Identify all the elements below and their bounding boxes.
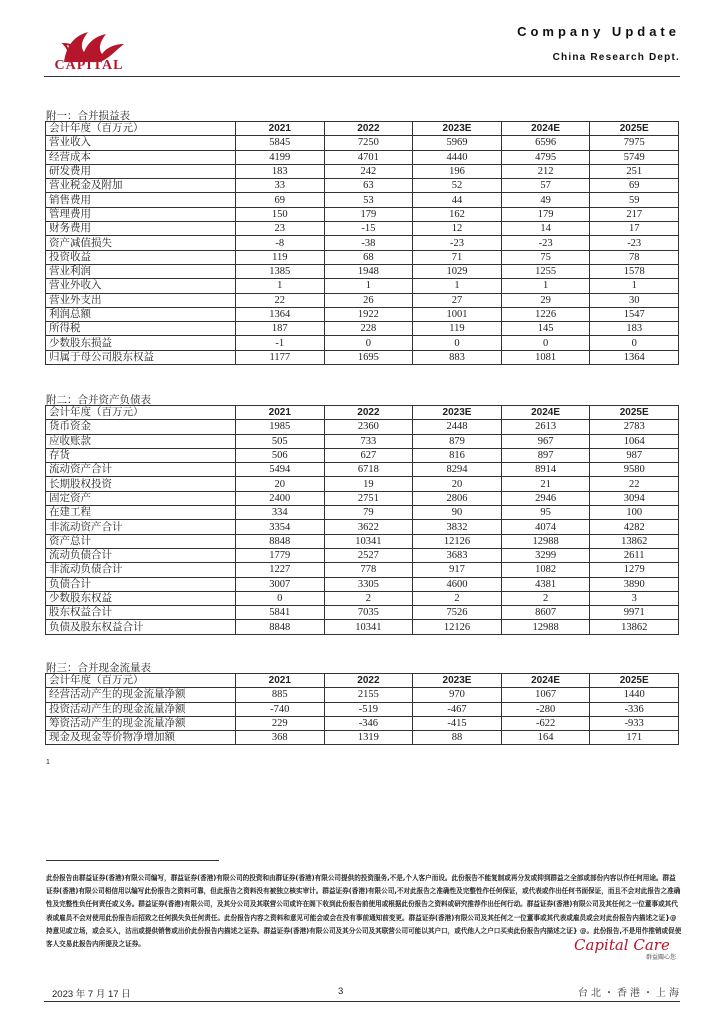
value-cell: -415: [413, 716, 502, 730]
table-row: [46, 136, 679, 150]
year-header-cell: 2025E: [590, 674, 679, 688]
value-cell: 1948: [324, 264, 413, 278]
value-cell: -519: [324, 702, 413, 716]
table-header-row: [46, 122, 679, 136]
year-header-cell: 2021: [236, 406, 325, 420]
footer-date: 2023 年 7 月 17 日: [52, 989, 131, 1000]
value-cell: 12126: [413, 620, 502, 634]
row-label-cell: 营业外收入: [46, 279, 236, 293]
value-cell: 4199: [236, 150, 325, 164]
value-cell: 1: [324, 279, 413, 293]
balance-sheet-table: [45, 405, 679, 635]
value-cell: 4074: [501, 520, 590, 534]
table-row: [46, 688, 679, 702]
value-cell: 7975: [590, 136, 679, 150]
value-cell: 1364: [590, 350, 679, 364]
value-cell: 187: [236, 322, 325, 336]
value-cell: 0: [501, 336, 590, 350]
value-cell: 5969: [413, 136, 502, 150]
value-cell: 57: [501, 179, 590, 193]
value-cell: 1364: [236, 307, 325, 321]
value-cell: 119: [413, 322, 502, 336]
value-cell: 0: [413, 336, 502, 350]
value-cell: 2400: [236, 491, 325, 505]
value-cell: 4600: [413, 577, 502, 591]
row-label-cell: 经营成本: [46, 150, 236, 164]
value-cell: 1547: [590, 307, 679, 321]
value-cell: 733: [324, 434, 413, 448]
income-statement-title: 附一：合并损益表: [46, 110, 130, 122]
value-cell: 228: [324, 322, 413, 336]
value-cell: 3: [590, 591, 679, 605]
row-label-cell: 营业税金及附加: [46, 179, 236, 193]
value-cell: 22: [590, 477, 679, 491]
value-cell: 8294: [413, 463, 502, 477]
value-cell: 5494: [236, 463, 325, 477]
year-header-cell: 2021: [236, 674, 325, 688]
value-cell: 816: [413, 448, 502, 462]
table-row: [46, 420, 679, 434]
value-cell: 778: [324, 563, 413, 577]
row-label-cell: 营业外支出: [46, 293, 236, 307]
value-cell: 1922: [324, 307, 413, 321]
value-cell: 2613: [501, 420, 590, 434]
value-cell: 4381: [501, 577, 590, 591]
value-cell: 59: [590, 193, 679, 207]
value-cell: 164: [501, 731, 590, 745]
value-cell: 229: [236, 716, 325, 730]
value-cell: 0: [324, 336, 413, 350]
row-label-cell: 销售费用: [46, 193, 236, 207]
value-cell: -8: [236, 236, 325, 250]
value-cell: 20: [413, 477, 502, 491]
value-cell: 1: [413, 279, 502, 293]
value-cell: -23: [413, 236, 502, 250]
year-header-cell: 2024E: [501, 122, 590, 136]
value-cell: 13862: [590, 534, 679, 548]
value-cell: 53: [324, 193, 413, 207]
table-row: [46, 731, 679, 745]
header-label-cell: 会计年度（百万元）: [46, 406, 236, 420]
row-label-cell: 货币资金: [46, 420, 236, 434]
value-cell: 1067: [501, 688, 590, 702]
disclaimer-text: 此份报告由群益证券(香港)有限公司编写，群益证券(香港)有限公司的投资和由群证券(香港)有限公司提供的投资服务,不是,个人客户而设。此份报告不能复制或再分发或抑到群益之全部或部份内容以作任何用途。群益证券(香港)有限公司相信用以编写此份报告之资料可靠，但此报告之资料没有被独立核实审计。群益证券(香港)有限公司,不对此报告之准确性及完整性作任何保证，或代表或作出任何书面保证，而且不会对此报告之准确性及完整性负任何责任或义务。群益证券(香港)有限公司，及其分公司及其联营公司或许在阁下收到此份报告前使用或根据此份报告之资料或研究推荐作出任何行动。群益证券(香港)有限公司及其任何之一位董事或其代表或雇员不会对使用此份报告后招致之任何损失负任何责任。此份报告内容之资料和意见可能会或会在没有事前通知前变更。群益证券(香港)有限公司及其任何之一位董事或其代表或雇员或会对此份报告内描述之证}@持意见或立场，或会买入，沽出或提供销售或出价此份报告内描述之证券。群益证券(香港)有限公司及其分公司及其联营公司可能以其户口，或代他人之户口买卖此份报告内描述之证} @。此份报告,不是用作推销或促使客人交易此报告内所提及之证券。: [46, 874, 682, 949]
value-cell: 6718: [324, 463, 413, 477]
table-row: [46, 336, 679, 350]
value-cell: 8848: [236, 620, 325, 634]
value-cell: 2155: [324, 688, 413, 702]
value-cell: 3354: [236, 520, 325, 534]
value-cell: 69: [236, 193, 325, 207]
value-cell: 12988: [501, 620, 590, 634]
table-row: [46, 179, 679, 193]
value-cell: 1319: [324, 731, 413, 745]
capital-care-cn: 群益關心您: [646, 954, 677, 961]
value-cell: 1695: [324, 350, 413, 364]
row-label-cell: 投资活动产生的现金流量净额: [46, 702, 236, 716]
value-cell: -280: [501, 702, 590, 716]
value-cell: 0: [590, 336, 679, 350]
value-cell: 2611: [590, 548, 679, 562]
table-row: [46, 463, 679, 477]
row-label-cell: 流动资产合计: [46, 463, 236, 477]
row-label-cell: 在建工程: [46, 506, 236, 520]
capital-care-script: Capital Care: [574, 936, 670, 954]
value-cell: -38: [324, 236, 413, 250]
table-row: [46, 350, 679, 364]
footnote-marker: 1: [46, 759, 50, 766]
value-cell: 506: [236, 448, 325, 462]
value-cell: 69: [590, 179, 679, 193]
table-row: [46, 164, 679, 178]
value-cell: 2527: [324, 548, 413, 562]
row-label-cell: 股东权益合计: [46, 606, 236, 620]
table-row: [46, 150, 679, 164]
row-label-cell: 利润总额: [46, 307, 236, 321]
cash-flow-table: [45, 673, 679, 745]
value-cell: 2360: [324, 420, 413, 434]
value-cell: 7526: [413, 606, 502, 620]
value-cell: 44: [413, 193, 502, 207]
value-cell: -15: [324, 222, 413, 236]
value-cell: 1081: [501, 350, 590, 364]
row-label-cell: 资产总计: [46, 534, 236, 548]
table-row: [46, 506, 679, 520]
value-cell: 9580: [590, 463, 679, 477]
value-cell: -23: [590, 236, 679, 250]
value-cell: 1440: [590, 688, 679, 702]
table-row: [46, 250, 679, 264]
table-row: [46, 716, 679, 730]
table-row: [46, 548, 679, 562]
value-cell: 1578: [590, 264, 679, 278]
value-cell: 3622: [324, 520, 413, 534]
header-subtitle: China Research Dept.: [552, 52, 680, 63]
value-cell: 1001: [413, 307, 502, 321]
value-cell: -622: [501, 716, 590, 730]
table-row: [46, 620, 679, 634]
value-cell: -740: [236, 702, 325, 716]
table-row: [46, 591, 679, 605]
value-cell: 368: [236, 731, 325, 745]
value-cell: 90: [413, 506, 502, 520]
value-cell: 12988: [501, 534, 590, 548]
table-header-row: [46, 674, 679, 688]
row-label-cell: 营业利润: [46, 264, 236, 278]
table-row: [46, 702, 679, 716]
value-cell: 49: [501, 193, 590, 207]
value-cell: 334: [236, 506, 325, 520]
value-cell: 22: [236, 293, 325, 307]
table-row: [46, 207, 679, 221]
year-header-cell: 2022: [324, 406, 413, 420]
value-cell: 119: [236, 250, 325, 264]
value-cell: 8607: [501, 606, 590, 620]
value-cell: 19: [324, 477, 413, 491]
year-header-cell: 2023E: [413, 122, 502, 136]
value-cell: 179: [501, 207, 590, 221]
value-cell: 12: [413, 222, 502, 236]
year-header-cell: 2022: [324, 122, 413, 136]
table-row: [46, 534, 679, 548]
value-cell: 885: [236, 688, 325, 702]
value-cell: 2751: [324, 491, 413, 505]
value-cell: 23: [236, 222, 325, 236]
value-cell: 68: [324, 250, 413, 264]
cash-flow-title: 附三：合并现金流量表: [46, 662, 151, 674]
row-label-cell: 研发费用: [46, 164, 236, 178]
value-cell: 1: [501, 279, 590, 293]
value-cell: 2946: [501, 491, 590, 505]
value-cell: 251: [590, 164, 679, 178]
value-cell: 1029: [413, 264, 502, 278]
row-label-cell: 少数股东权益: [46, 591, 236, 605]
value-cell: 183: [590, 322, 679, 336]
value-cell: 3094: [590, 491, 679, 505]
value-cell: 3305: [324, 577, 413, 591]
value-cell: 7250: [324, 136, 413, 150]
value-cell: 30: [590, 293, 679, 307]
footnote-rule: [46, 860, 219, 861]
row-label-cell: 营业收入: [46, 136, 236, 150]
value-cell: 1082: [501, 563, 590, 577]
value-cell: 29: [501, 293, 590, 307]
value-cell: -346: [324, 716, 413, 730]
value-cell: 88: [413, 731, 502, 745]
value-cell: -467: [413, 702, 502, 716]
row-label-cell: 应收账款: [46, 434, 236, 448]
value-cell: 505: [236, 434, 325, 448]
year-header-cell: 2025E: [590, 122, 679, 136]
year-header-cell: 2023E: [413, 674, 502, 688]
table-row: [46, 448, 679, 462]
value-cell: 21: [501, 477, 590, 491]
value-cell: 3299: [501, 548, 590, 562]
table-row: [46, 606, 679, 620]
table-row: [46, 193, 679, 207]
value-cell: 71: [413, 250, 502, 264]
value-cell: 1255: [501, 264, 590, 278]
value-cell: -23: [501, 236, 590, 250]
header-label-cell: 会计年度（百万元）: [46, 122, 236, 136]
row-label-cell: 投资收益: [46, 250, 236, 264]
value-cell: 10341: [324, 534, 413, 548]
header-title: Company Update: [517, 24, 680, 39]
value-cell: 2: [501, 591, 590, 605]
value-cell: 3683: [413, 548, 502, 562]
value-cell: 10341: [324, 620, 413, 634]
value-cell: 3007: [236, 577, 325, 591]
year-header-cell: 2022: [324, 674, 413, 688]
value-cell: 1: [590, 279, 679, 293]
value-cell: 20: [236, 477, 325, 491]
value-cell: 4282: [590, 520, 679, 534]
year-header-cell: 2023E: [413, 406, 502, 420]
value-cell: 33: [236, 179, 325, 193]
value-cell: 2783: [590, 420, 679, 434]
value-cell: -1: [236, 336, 325, 350]
value-cell: 2448: [413, 420, 502, 434]
row-label-cell: 现金及现金等价物净增加额: [46, 731, 236, 745]
value-cell: -336: [590, 702, 679, 716]
value-cell: 4795: [501, 150, 590, 164]
value-cell: 95: [501, 506, 590, 520]
value-cell: 7035: [324, 606, 413, 620]
value-cell: 6596: [501, 136, 590, 150]
row-label-cell: 筹资活动产生的现金流量净额: [46, 716, 236, 730]
value-cell: 14: [501, 222, 590, 236]
value-cell: 217: [590, 207, 679, 221]
footer-rule: [44, 1001, 680, 1002]
year-header-cell: 2021: [236, 122, 325, 136]
row-label-cell: 资产减值损失: [46, 236, 236, 250]
value-cell: 987: [590, 448, 679, 462]
table-row: [46, 322, 679, 336]
table-row: [46, 477, 679, 491]
value-cell: 183: [236, 164, 325, 178]
value-cell: 1279: [590, 563, 679, 577]
page-number: 3: [338, 986, 344, 997]
value-cell: -933: [590, 716, 679, 730]
year-header-cell: 2024E: [501, 406, 590, 420]
table-row: [46, 520, 679, 534]
value-cell: 4440: [413, 150, 502, 164]
value-cell: 13862: [590, 620, 679, 634]
row-label-cell: 所得税: [46, 322, 236, 336]
value-cell: 1385: [236, 264, 325, 278]
row-label-cell: 负债及股东权益合计: [46, 620, 236, 634]
value-cell: 917: [413, 563, 502, 577]
value-cell: 1064: [590, 434, 679, 448]
income-statement-table: [45, 121, 679, 365]
table-row: [46, 222, 679, 236]
row-label-cell: 流动负债合计: [46, 548, 236, 562]
value-cell: 150: [236, 207, 325, 221]
capital-care-logo: [570, 934, 690, 974]
table-row: [46, 434, 679, 448]
value-cell: 63: [324, 179, 413, 193]
row-label-cell: 经营活动产生的现金流量净额: [46, 688, 236, 702]
value-cell: 883: [413, 350, 502, 364]
value-cell: 1227: [236, 563, 325, 577]
value-cell: 8848: [236, 534, 325, 548]
table-row: [46, 236, 679, 250]
value-cell: 1985: [236, 420, 325, 434]
value-cell: 4701: [324, 150, 413, 164]
year-header-cell: 2025E: [590, 406, 679, 420]
footer-cities: 台北・香港・上海: [578, 988, 682, 999]
value-cell: 162: [413, 207, 502, 221]
value-cell: 171: [590, 731, 679, 745]
value-cell: 12126: [413, 534, 502, 548]
value-cell: 26: [324, 293, 413, 307]
row-label-cell: 非流动负债合计: [46, 563, 236, 577]
table-row: [46, 307, 679, 321]
value-cell: 78: [590, 250, 679, 264]
value-cell: 0: [236, 591, 325, 605]
value-cell: 9971: [590, 606, 679, 620]
value-cell: 1226: [501, 307, 590, 321]
value-cell: 27: [413, 293, 502, 307]
row-label-cell: 负债合计: [46, 577, 236, 591]
table-row: [46, 563, 679, 577]
row-label-cell: 归属于母公司股东权益: [46, 350, 236, 364]
balance-sheet-title: 附二：合并资产负债表: [46, 394, 151, 406]
value-cell: 1779: [236, 548, 325, 562]
table-row: [46, 293, 679, 307]
value-cell: 5841: [236, 606, 325, 620]
table-row: [46, 491, 679, 505]
value-cell: 879: [413, 434, 502, 448]
value-cell: 79: [324, 506, 413, 520]
value-cell: 2: [324, 591, 413, 605]
row-label-cell: 长期股权投资: [46, 477, 236, 491]
value-cell: 5749: [590, 150, 679, 164]
row-label-cell: 固定资产: [46, 491, 236, 505]
value-cell: 1177: [236, 350, 325, 364]
year-header-cell: 2024E: [501, 674, 590, 688]
value-cell: 3832: [413, 520, 502, 534]
table-row: [46, 577, 679, 591]
row-label-cell: 非流动资产合计: [46, 520, 236, 534]
value-cell: 196: [413, 164, 502, 178]
value-cell: 100: [590, 506, 679, 520]
value-cell: 2806: [413, 491, 502, 505]
header-rule: [44, 76, 680, 77]
value-cell: 8914: [501, 463, 590, 477]
value-cell: 627: [324, 448, 413, 462]
value-cell: 1: [236, 279, 325, 293]
value-cell: 5845: [236, 136, 325, 150]
row-label-cell: 管理费用: [46, 207, 236, 221]
value-cell: 2: [413, 591, 502, 605]
table-header-row: [46, 406, 679, 420]
row-label-cell: 财务费用: [46, 222, 236, 236]
value-cell: 52: [413, 179, 502, 193]
row-label-cell: 存货: [46, 448, 236, 462]
table-row: [46, 264, 679, 278]
value-cell: 17: [590, 222, 679, 236]
table-row: [46, 279, 679, 293]
row-label-cell: 少数股东损益: [46, 336, 236, 350]
value-cell: 145: [501, 322, 590, 336]
value-cell: 75: [501, 250, 590, 264]
value-cell: 967: [501, 434, 590, 448]
value-cell: 3890: [590, 577, 679, 591]
logo-wordmark: CAPITAL: [54, 58, 124, 73]
value-cell: 897: [501, 448, 590, 462]
value-cell: 970: [413, 688, 502, 702]
value-cell: 212: [501, 164, 590, 178]
header-label-cell: 会计年度（百万元）: [46, 674, 236, 688]
value-cell: 242: [324, 164, 413, 178]
value-cell: 179: [324, 207, 413, 221]
